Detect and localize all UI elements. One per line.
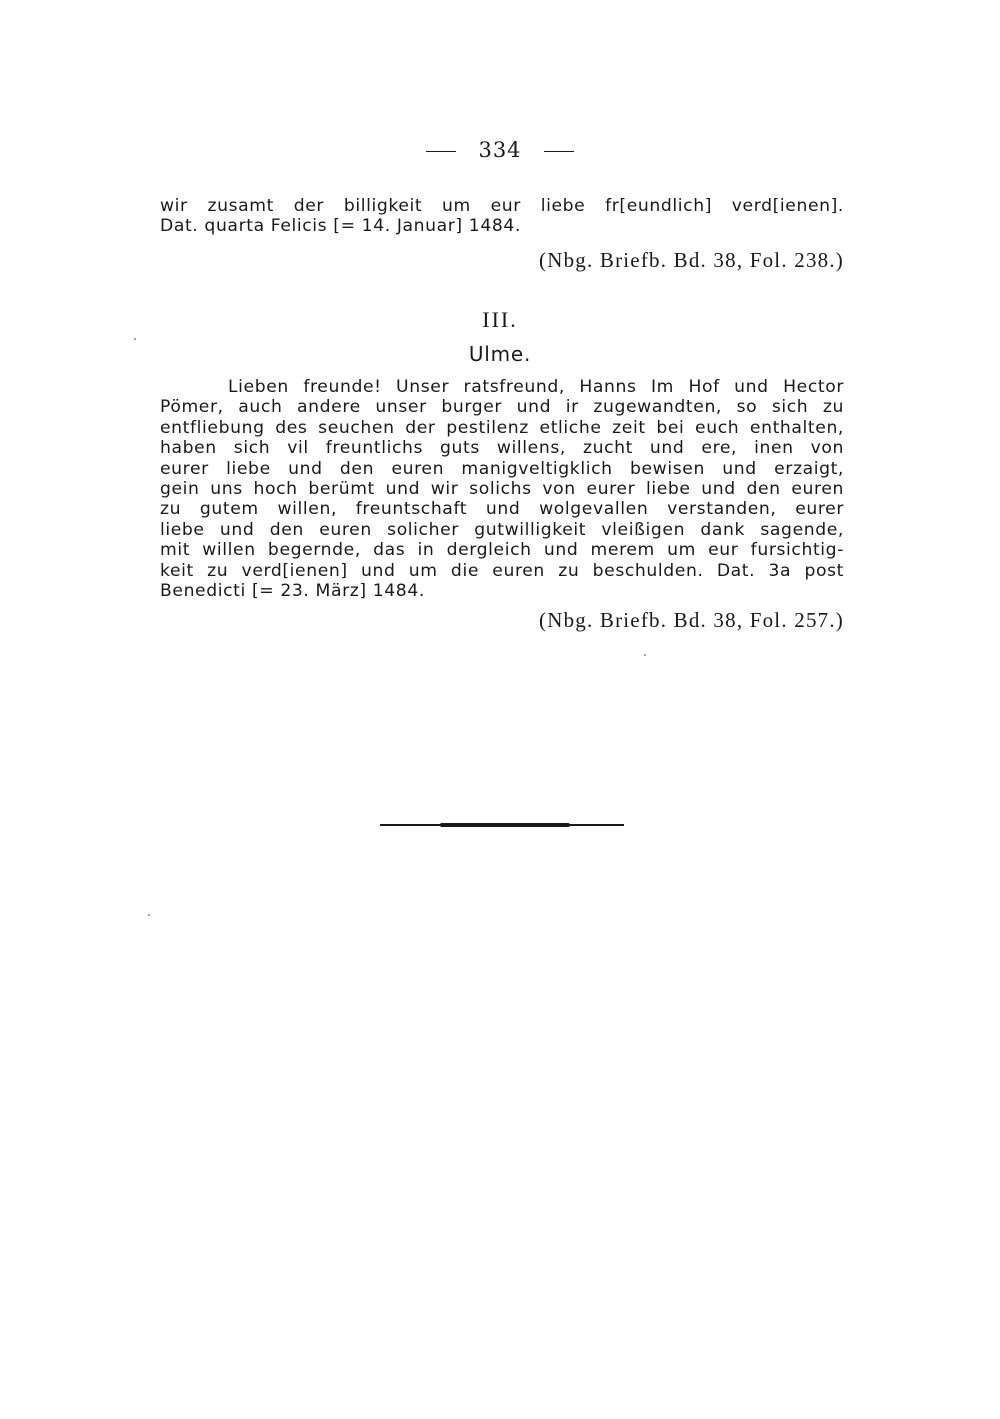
text-line: entfliebung des seuchen der pestilenz etliche zeit bei euch enthalten, xyxy=(160,417,844,438)
citation-reference: (Nbg. Briefb. Bd. 38, Fol. 257.) xyxy=(539,608,844,632)
section-number: III. xyxy=(482,307,518,332)
page-number: 334 xyxy=(478,138,522,162)
letter-paragraph xyxy=(160,377,844,601)
citation-reference: (Nbg. Briefb. Bd. 38, Fol. 238.) xyxy=(539,248,844,272)
scan-speck xyxy=(134,338,136,340)
right-dash xyxy=(544,151,574,153)
text-line: haben sich vil freuntlichs guts willens, zucht und ere, inen von xyxy=(160,438,844,459)
left-dash xyxy=(426,151,456,153)
scan-speck xyxy=(148,914,150,916)
text-line: Lieben freunde! Unser ratsfreund, Hanns Im Hof und Hector xyxy=(228,377,844,397)
text-line: liebe und den euren solicher gutwilligkeit vleißigen dank sagende, xyxy=(160,519,844,540)
page-number-header xyxy=(0,138,1000,162)
text-line: mit willen begernde, das in dergleich und merem um eur fursichtig- xyxy=(160,540,844,561)
text-line: wir zusamt der billigkeit um eur liebe fr[eundlich] verd[ienen]. xyxy=(160,196,844,216)
text-line: Benedicti [= 23. März] 1484. xyxy=(160,581,425,602)
paragraph-continuation xyxy=(160,196,844,237)
text-line: Pömer, auch andere unser burger und ir zugewandten, so sich zu xyxy=(160,397,844,418)
text-line: Dat. quarta Felicis [= 14. Januar] 1484. xyxy=(160,216,522,237)
section-title: Ulme. xyxy=(468,342,532,366)
end-rule-ornament xyxy=(440,823,570,827)
text-line: gein uns hoch berümt und wir solichs von eurer liebe und den euren xyxy=(160,479,844,500)
text-line: keit zu verd[ienen] und um die euren zu beschulden. Dat. 3a post xyxy=(160,560,844,581)
text-line: eurer liebe und den euren manigveltigklich bewisen und erzaigt, xyxy=(160,458,844,479)
scan-speck xyxy=(644,654,646,656)
text-line: zu gutem willen, freuntschaft und wolgevallen verstanden, eurer xyxy=(160,499,844,520)
